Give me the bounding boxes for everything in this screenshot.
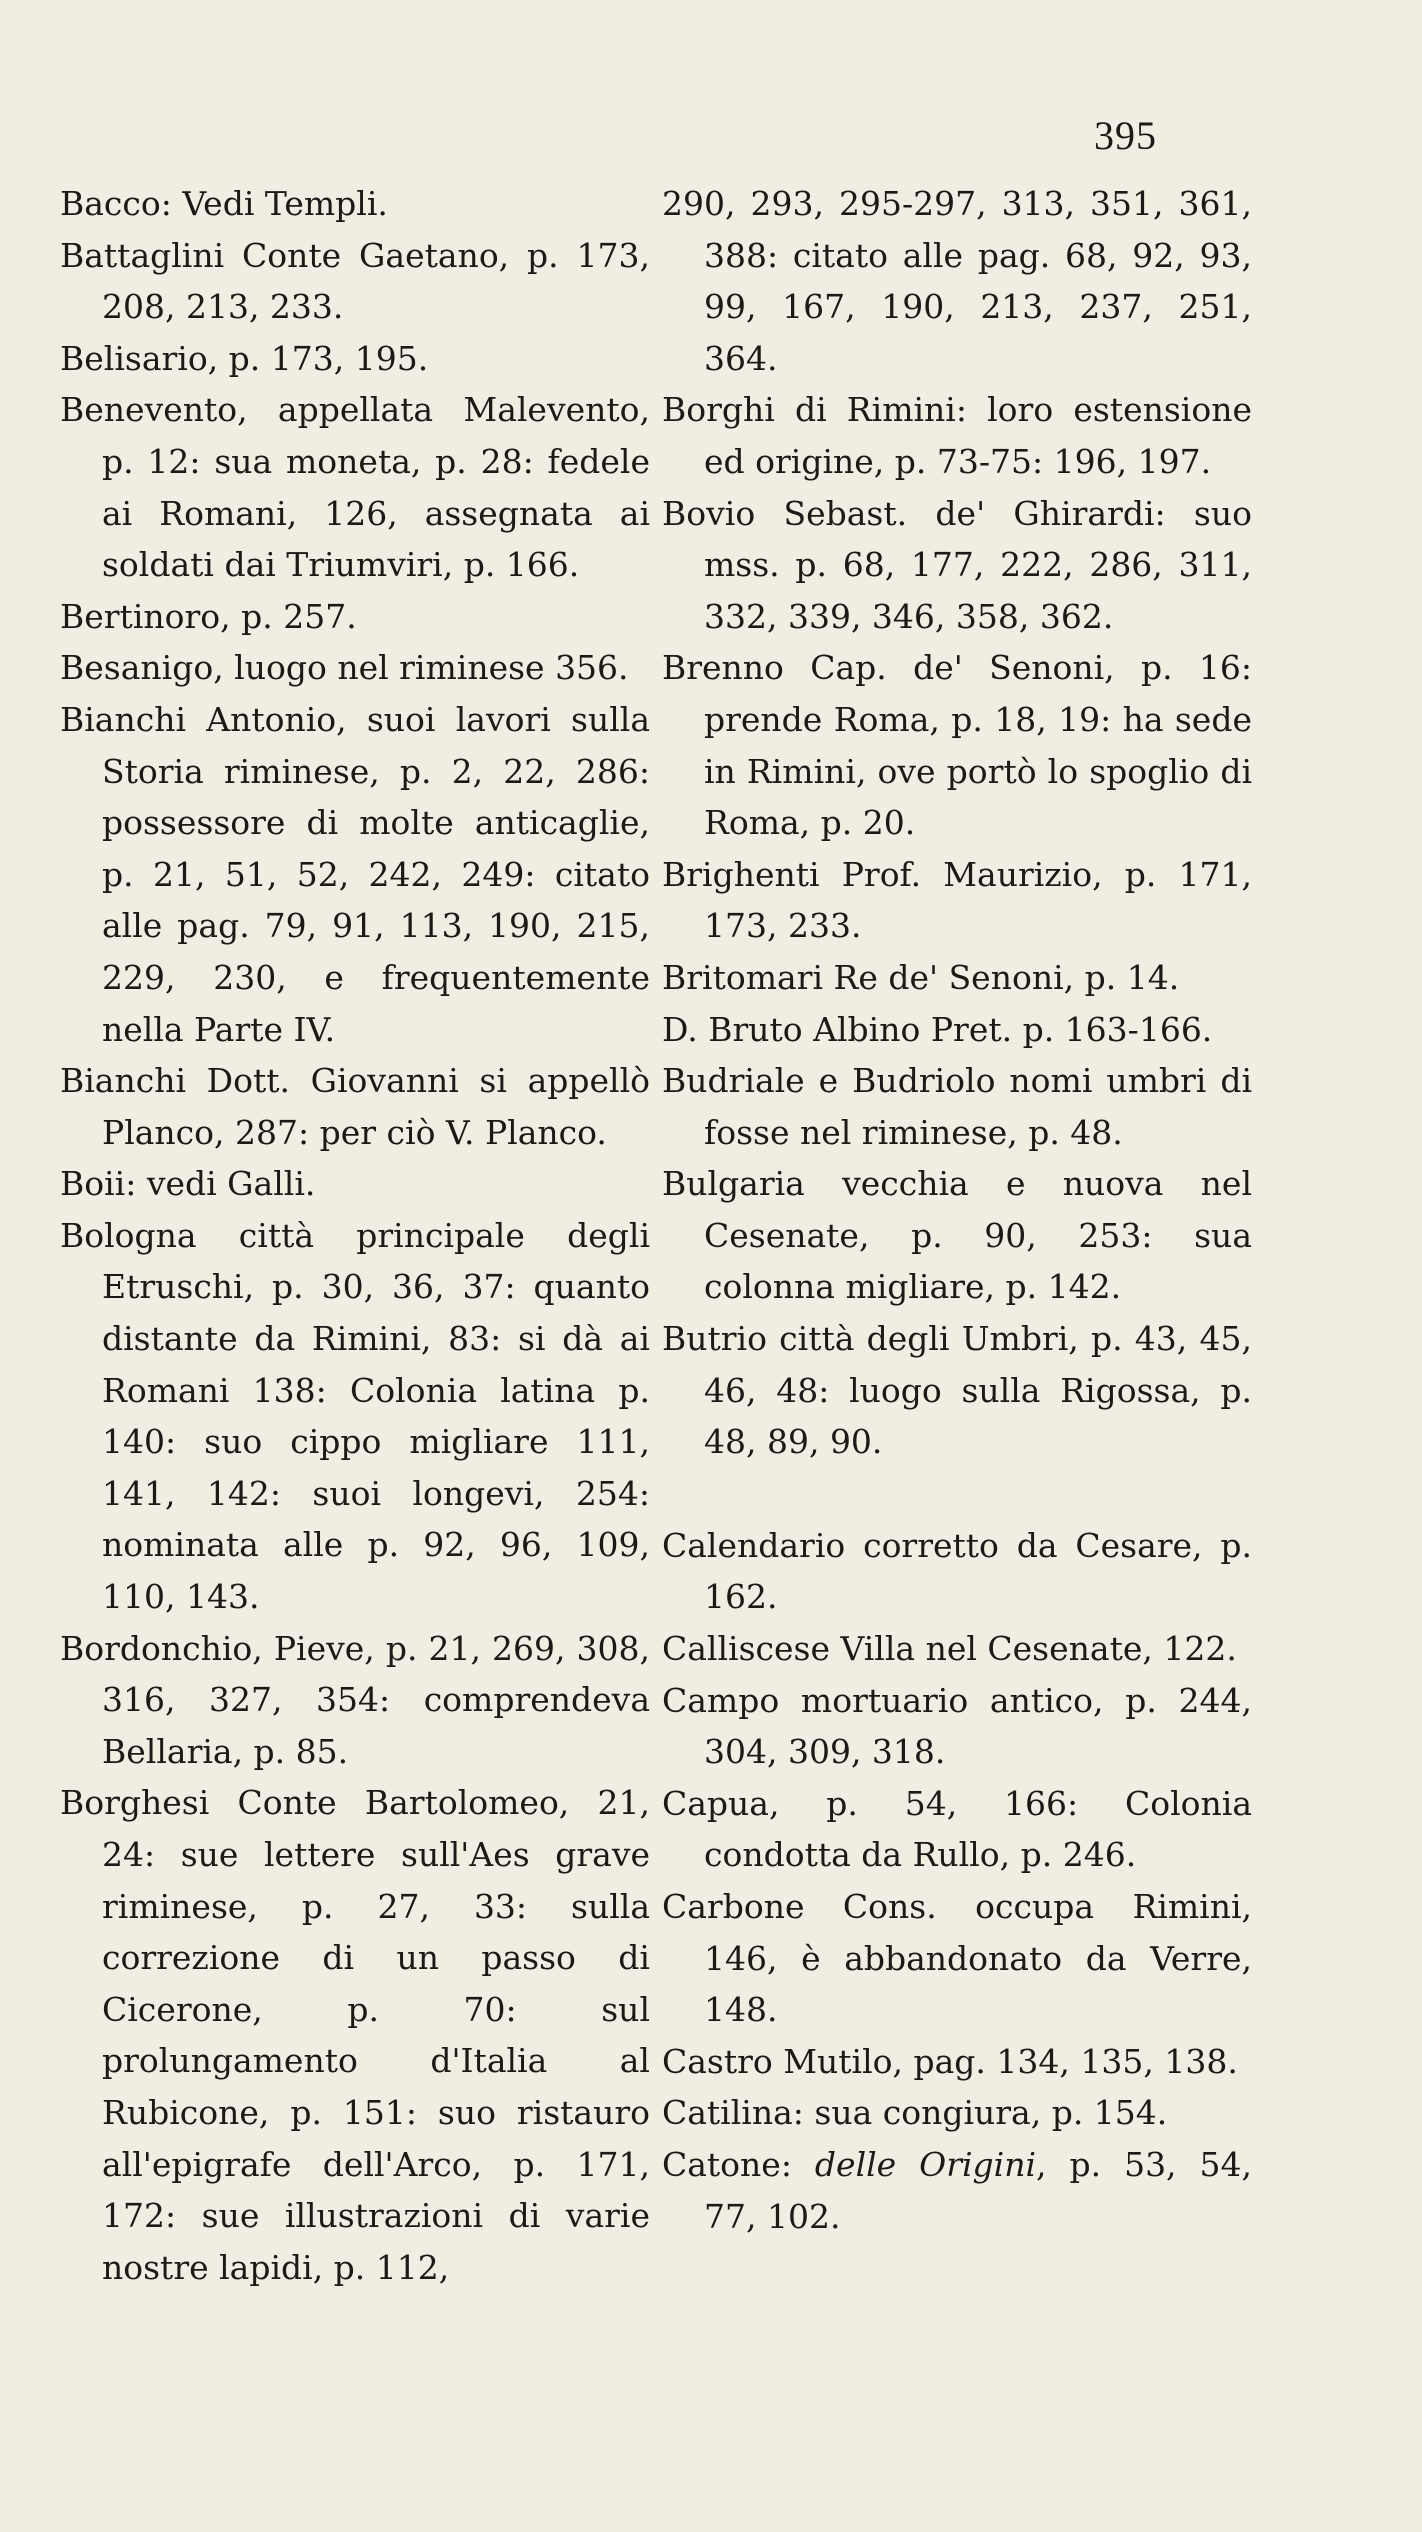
index-entry: Budriale e Budriolo nomi umbri di fosse nel riminese, p. 48. [662, 1061, 1252, 1152]
index-entry: Britomari Re de' Senoni, p. 14. [662, 957, 1180, 997]
index-entry: Bovio Sebast. de' Ghirardi: suo mss. p. 68, 177, 222, 286, 311, 332, 339, 346, 358, 362. [662, 493, 1252, 636]
index-entry-catone [662, 2139, 1252, 2242]
index-entry: Bianchi Dott. Giovanni si appellò Planco, 287: per ciò V. Planco. [60, 1061, 650, 1152]
index-entry: Bianchi Antonio, suoi lavori sulla Storia riminese, p. 2, 22, 286: possessore di molte anticaglie, p. 21, 51, 52, 242, 249: citato alle pag. 79, 91, 113, 190, 215, 229, 230, e frequentemente nella Parte IV. [60, 699, 650, 1049]
index-entry: Borghi di Rimini: loro estensione ed origine, p. 73-75: 196, 197. [662, 390, 1252, 481]
index-entry: Bacco: Vedi Templi. [60, 184, 388, 223]
index-entry: 290, 293, 295-297, 313, 351, 361, 388: citato alle pag. 68, 92, 93, 99, 167, 190, 213, 237, 251, 364. [662, 184, 1252, 378]
index-entry: Campo mortuario antico, p. 244, 304, 309, 318. [662, 1680, 1252, 1772]
index-column-left [60, 178, 650, 2293]
index-column-right [662, 178, 1252, 2242]
index-entry: D. Bruto Albino Pret. p. 163-166. [662, 1009, 1213, 1049]
index-entry: Bulgaria vecchia e nuova nel Cesenate, p. 90, 253: sua colonna migliare, p. 142. [662, 1164, 1252, 1307]
index-entry: Benevento, appellata Malevento, p. 12: sua moneta, p. 28: fedele ai Romani, 126, assegnata ai soldati dai Triumviri, p. 166. [60, 390, 650, 585]
index-entry: Brighenti Prof. Maurizio, p. 171, 173, 233. [662, 854, 1252, 946]
index-entry: Carbone Cons. occupa Rimini, 146, è abbandonato da Verre, 148. [662, 1887, 1252, 2030]
index-entry: Brenno Cap. de' Senoni, p. 16: prende Roma, p. 18, 19: ha sede in Rimini, ove portò lo spoglio di Roma, p. 20. [662, 648, 1252, 843]
index-entry: Besanigo, luogo nel riminese 356. [60, 648, 629, 688]
index-entry: Calendario corretto da Cesare, p. 162. [662, 1525, 1252, 1617]
index-entry: Bertinoro, p. 257. [60, 596, 357, 636]
index-entry: Bordonchio, Pieve, p. 21, 269, 308, 316, 327, 354: comprendeva Bellaria, p. 85. [60, 1628, 650, 1771]
entry-title-italic: delle Origini [814, 2144, 1037, 2184]
index-entry: Boii: vedi Galli. [60, 1164, 316, 1204]
entry-rest: , p. 53, 54, 77, 102. [704, 2144, 1252, 2236]
section-gap [662, 1468, 1252, 1520]
entry-head: Catone: [662, 2144, 815, 2184]
index-entry: Belisario, p. 173, 195. [60, 338, 429, 378]
page-number: 395 [1094, 113, 1157, 158]
index-entry: Butrio città degli Umbri, p. 43, 45, 46, 48: luogo sulla Rigossa, p. 48, 89, 90. [662, 1319, 1252, 1462]
index-entry: Calliscese Villa nel Cesenate, 122. [662, 1629, 1237, 1669]
index-entry: Capua, p. 54, 166: Colonia condotta da Rullo, p. 246. [662, 1783, 1252, 1875]
index-entry: Castro Mutilo, pag. 134, 135, 138. [662, 2041, 1238, 2081]
index-entry: Borghesi Conte Bartolomeo, 21, 24: sue lettere sull'Aes grave riminese, p. 27, 33: sulla correzione di un passo di Cicerone, p. 70: sul prolungamento d'Italia al Rubicone, p. 151: suo ristauro all'epigrafe dell'Arco, p. 171, 172: sue illustrazioni di varie nostre lapidi, p. 112, [60, 1783, 650, 2287]
index-entry: Battaglini Conte Gaetano, p. 173, 208, 213, 233. [60, 235, 650, 327]
index-entry: Bologna città principale degli Etruschi, p. 30, 36, 37: quanto distante da Rimini, 83: si dà ai Romani 138: Colonia latina p. 140: suo cippo migliare 111, 141, 142: suoi longevi, 254: nominata alle p. 92, 96, 109, 110, 143. [60, 1215, 650, 1617]
index-entry: Catilina: sua congiura, p. 154. [662, 2093, 1168, 2133]
